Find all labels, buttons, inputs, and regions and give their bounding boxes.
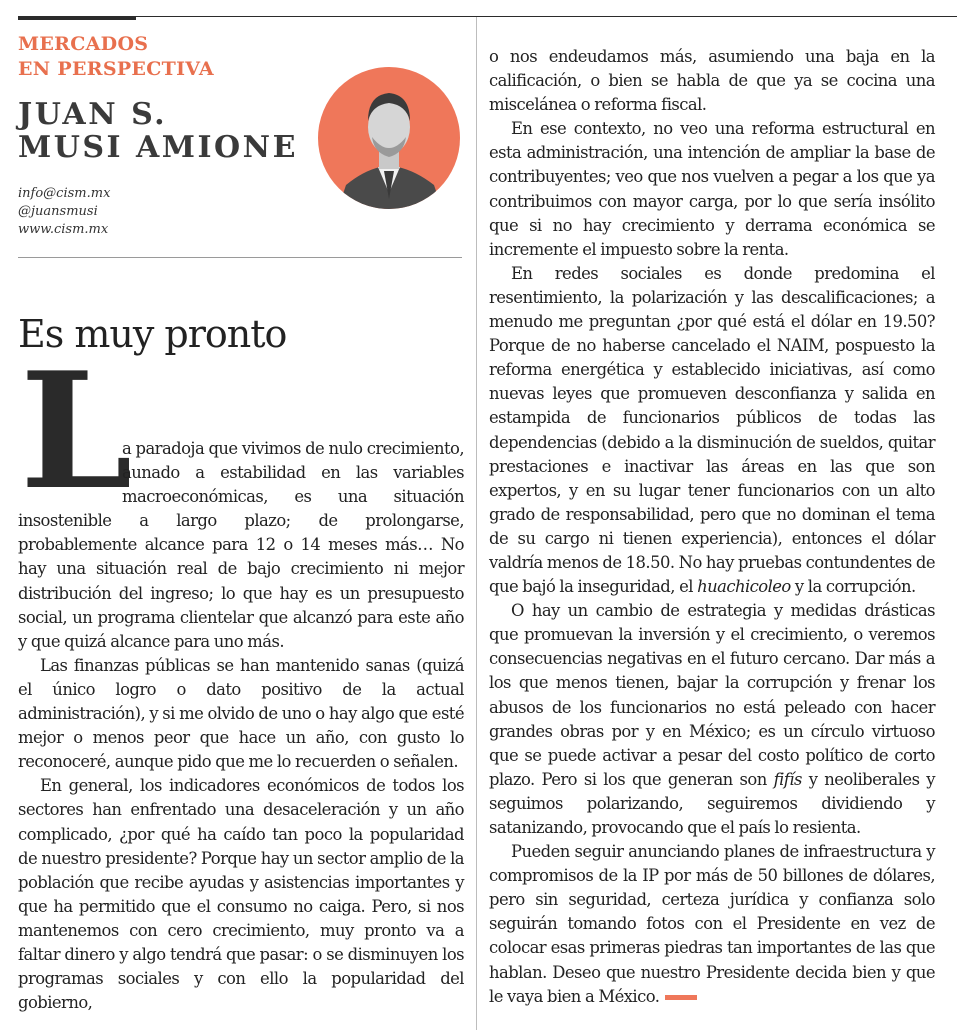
- author-portrait: [318, 67, 460, 209]
- paragraph: En general, los indicadores económicos de todos los sectores han enfrentado una desaceleración y un año complicado, ¿por qué ha caído tan poco la popularidad de nuestro presidente? Porque hay un sector amplio de la población que recibe ayudas y asistencias importantes y que ha permitido que el consumo no caiga. Pero, si nos mantenemos con cero crecimiento, muy pronto va a faltar dinero y algo tendrá que pasar: o se disminuyen los programas sociales y con ello la popularidad del gobierno,: [18, 776, 464, 1013]
- paragraph: O hay un cambio de estrategia y medidas drásticas que promuevan la inversión y el crecimiento, o veremos consecuencias negativas en el futuro cercano. Dar más a los que menos tienen, bajar la corrupción y frenar los abusos de los funcionarios no está peleado con hacer grandes obras por y en México; es un círculo virtuoso que se puede activar a pesar del costo político de corto plazo. Pero si los que generan son fifís y neoliberales y seguimos polarizando, seguiremos dividiendo y satanizando, provocando que el país lo resienta.: [489, 601, 936, 837]
- paragraph: En redes sociales es donde predomina el resentimiento, la polarización y las descalificaciones; a menudo me preguntan ¿por qué está el dólar en 19.50? Porque de no haberse cancelado el NAIM, pospuesto la reforma energética y establecido iniciativas, así como nuevas leyes que promueven desconfianza y salida en estampida de funcionarios públicos de todas las dependencias (debido a la disminución de sueldos, quitar prestaciones e inactivar las áreas en las que son expertos, y en su lugar tener funcionarios con un alto grado de responsabilidad, pero que no dominan el tema de su cargo ni tienen experiencia), entonces el dólar valdría menos de 18.50. No hay pruebas contundentes de que bajó la inseguridad, el huachicoleo y la corrupción.: [489, 263, 935, 597]
- article-column-left: [18, 437, 464, 1015]
- author-name-line1: JUAN S.: [18, 97, 168, 132]
- author-contacts: [18, 185, 110, 239]
- top-rule: [136, 16, 957, 17]
- article-column-right: [489, 45, 935, 1009]
- paragraph: Pueden seguir anunciando planes de infraestructura y compromisos de la IP por más de 50 billones de dólares, pero sin seguridad, certeza jurídica y confianza solo seguirán tomando fotos con el Presidente en vez de colocar esas primeras piedras tan importantes de las que hablan. Deseo que nuestro Presidente decida bien y que le vaya bien a México.: [489, 842, 935, 1006]
- article-title: Es muy pronto: [18, 312, 287, 357]
- author-twitter: @juansmusi: [18, 204, 98, 219]
- drop-cap: L: [20, 337, 133, 525]
- header-rule: [18, 257, 462, 258]
- paragraph: Las finanzas públicas se han mantenido sanas (quizá el único logro o dato positivo de la actual administración), y si me olvido de uno o hay algo que esté mejor o menos peor que hace un año, con gusto lo reconoceré, aunque pido que me lo recuerden o señalen.: [18, 655, 464, 772]
- section-label-line1: MERCADOS: [18, 33, 149, 55]
- paragraph: En ese contexto, no veo una reforma estructural en esta administración, una intención de ampliar la base de contribuyentes; veo que nos vuelven a pegar a los que ya contribuimos con mayor carga, por lo que sería insólito que si no hay crecimiento y derrama económica se incremente el impuesto sobre la renta.: [489, 119, 935, 259]
- paragraph: o nos endeudamos más, asumiendo una baja en la calificación, o bien se habla de que ya se cocina una miscelánea o reforma fiscal.: [489, 47, 935, 115]
- author-email: info@cism.mx: [18, 186, 111, 201]
- top-rule-accent: [18, 16, 136, 20]
- column-divider: [476, 17, 477, 1030]
- author-name-line2: MUSI AMIONE: [18, 130, 298, 165]
- end-mark: [665, 995, 697, 1000]
- paragraph: a paradoja que vivimos de nulo crecimiento, aunado a estabilidad en las variables macroeconómicas, es una situación insostenible a largo plazo; de prolongarse, probablemente alcance para 12 o 14 meses más… No hay una situación real de bajo crecimiento ni mejor distribución del ingreso; lo que hay es un presupuesto social, un programa clientelar que alcanzó para este año y que quizá alcance para uno más.: [18, 439, 464, 651]
- author-website: www.cism.mx: [18, 222, 109, 237]
- author-name: [18, 98, 298, 164]
- section-label-line2: EN PERSPECTIVA: [18, 58, 214, 80]
- column-section-label: [18, 32, 214, 82]
